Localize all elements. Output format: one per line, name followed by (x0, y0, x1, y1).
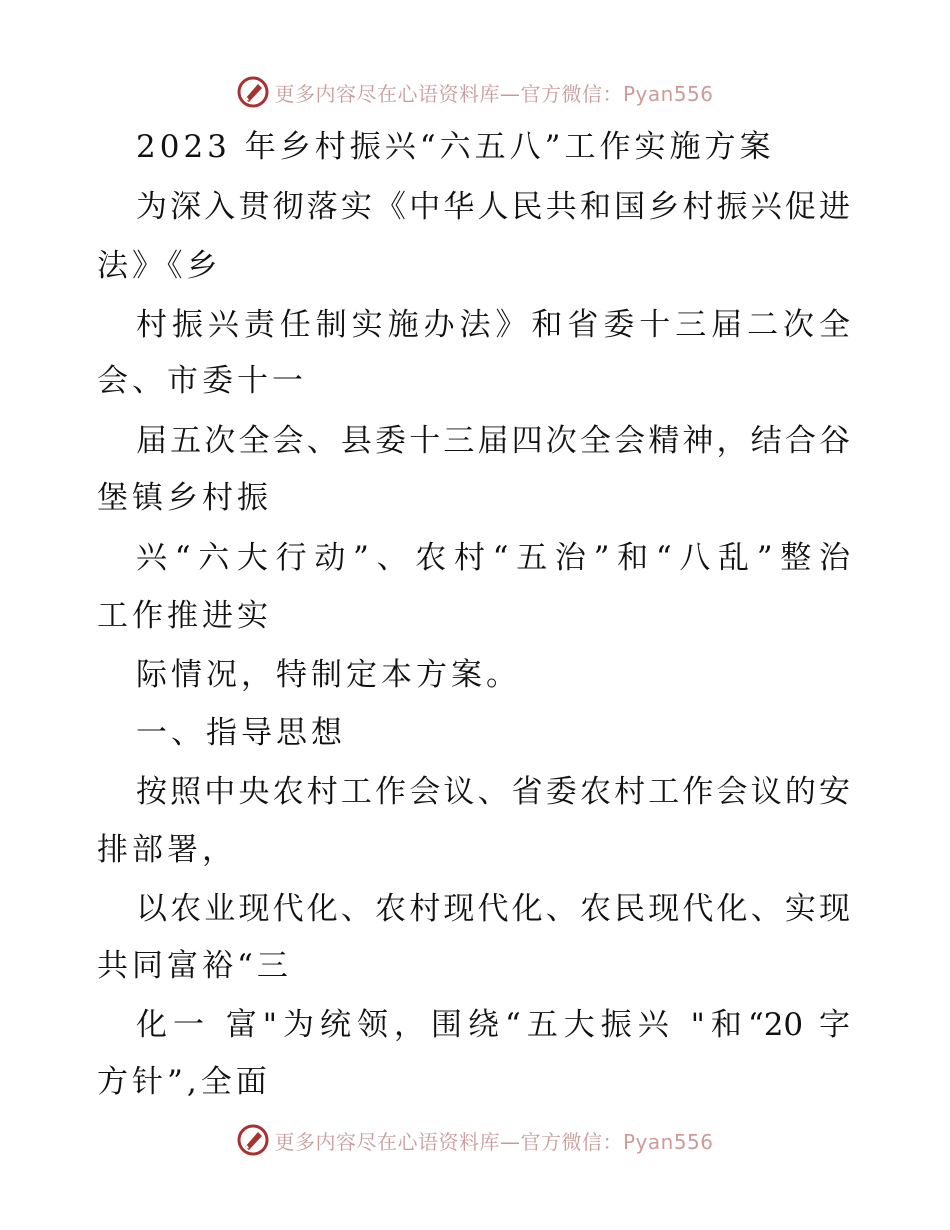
document-title: 2023 年乡村振兴“六五八”工作实施方案 (136, 129, 775, 165)
watermark-banner-bottom (0, 1120, 950, 1160)
section-heading: 一、指导思想 (136, 715, 346, 751)
paragraph-line: 兴“六大行动”、农村“五治”和“八乱”整治 (136, 540, 850, 576)
paragraph-line: 方针”,全面 (97, 1064, 271, 1100)
paragraph-line: 以农业现代化、农村现代化、农民现代化、实现 (136, 891, 850, 927)
paragraph-line: 会、市委十一 (97, 363, 307, 399)
paragraph-line: 按照中央农村工作会议、省委农村工作会议的安 (136, 774, 850, 810)
paragraph-line: 化一 富"为统领，围绕“五大振兴 "和“20 字 (136, 1007, 850, 1043)
paragraph-line: 为深入贯彻落实《中华人民共和国乡村振兴促进 (136, 189, 850, 225)
paragraph-line: 村振兴责任制实施办法》和省委十三届二次全 (136, 307, 850, 343)
paragraph-line: 排部署， (97, 832, 237, 868)
paragraph-line: 工作推进实 (97, 598, 272, 634)
paragraph-line: 堡镇乡村振 (97, 480, 272, 516)
watermark-text: 更多内容尽在心语资料库—官方微信：Pyan556 (274, 1129, 714, 1154)
logo-icon (236, 1123, 270, 1157)
paragraph-line: 法》《乡 (97, 248, 222, 284)
watermark-text: 更多内容尽在心语资料库—官方微信：Pyan556 (274, 81, 714, 106)
paragraph-line: 际情况，特制定本方案。 (136, 657, 521, 693)
paragraph-line: 届五次全会、县委十三届四次全会精神，结合谷 (136, 423, 850, 459)
paragraph-line: 共同富裕“三 (97, 948, 292, 984)
